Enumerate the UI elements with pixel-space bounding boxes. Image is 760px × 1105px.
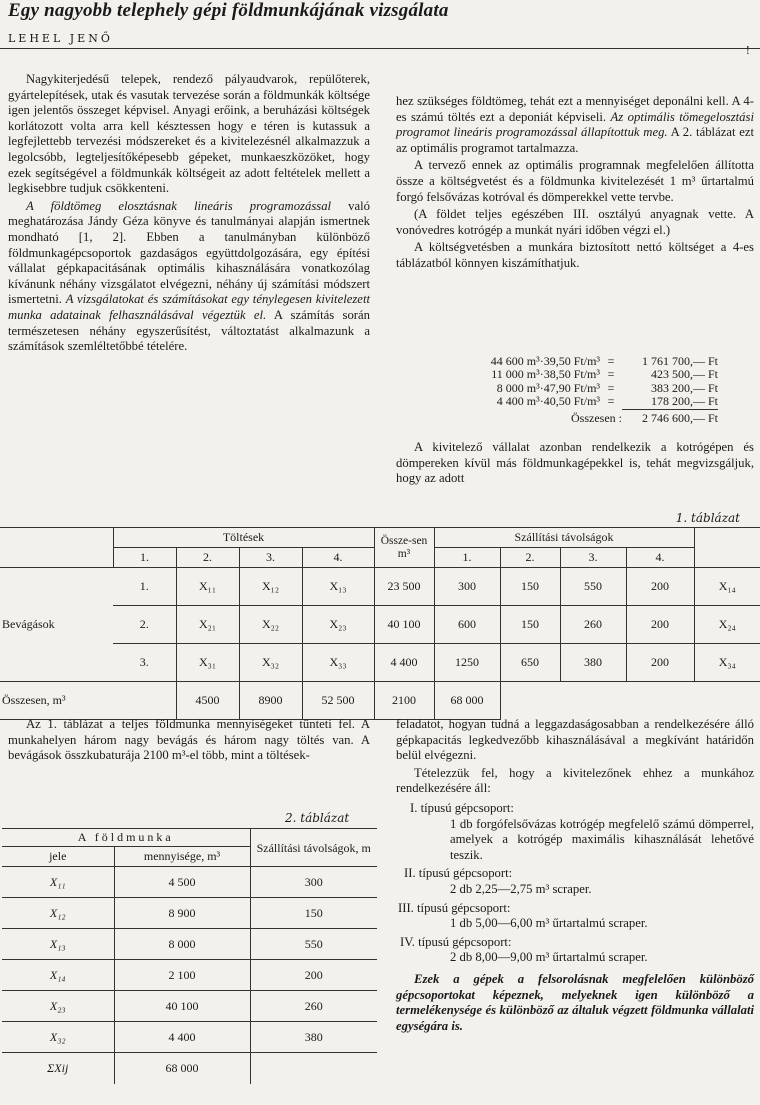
table-row <box>2 960 377 991</box>
table-1 <box>0 527 760 720</box>
table1-total: 8900 <box>239 682 302 720</box>
table2-caption: 2. táblázat <box>285 811 350 825</box>
table-row <box>0 644 760 682</box>
paragraph: A kivitelező vállalat azonban rendelkezik a kotrógépen és dömpereken kívül más földmunkagépekkel is, tehát megvizsgáljuk, hogy az adott <box>396 440 754 486</box>
calc-total-value: 2 746 600,— Ft <box>641 410 718 425</box>
table2-sum-row <box>2 1053 377 1084</box>
table1-empty <box>500 682 760 720</box>
table1-col-head: 3. <box>560 548 626 568</box>
text: A 2. táblázat ezt az optimális programot tartalmazza. <box>396 125 754 155</box>
list-item-heading: I. típusú gépcsoport: <box>410 800 514 815</box>
table1-row-num: 3. <box>113 644 176 682</box>
cost-calculation <box>432 355 732 425</box>
table2-cell: X₂₃ <box>2 991 114 1022</box>
table1-cell-x14: X₁₄ <box>694 568 760 606</box>
table1-corner <box>0 528 113 568</box>
header-rule <box>0 48 760 49</box>
table1-cell: 200 <box>626 606 694 644</box>
table1-cell: X₃₂ <box>239 644 302 682</box>
table1-cell: 650 <box>500 644 560 682</box>
calc-value: 383 200,— Ft <box>650 380 718 395</box>
calc-eq: = <box>607 394 615 409</box>
table-2 <box>2 828 377 1084</box>
table2-cell: X₁₂ <box>2 898 114 929</box>
table1-row-num: 1. <box>113 568 176 606</box>
table2-cell: 4 500 <box>114 867 250 898</box>
table1-row-num: 2. <box>113 606 176 644</box>
closing-paragraph: Ezek a gépek a felsorolásnak megfelelően különböző gépcsoportokat képeznek, melyeknek igen különböző a termelékenysége és különböző az általuk végzett földmunka vállalati egységára is. <box>396 971 754 1033</box>
calc-expr: 44 600 m³·39,50 Ft/m³ <box>490 354 600 368</box>
list-item-body: 1 db 5,00—6,00 m³ űrtartalmú scraper. <box>450 916 648 931</box>
table1-cell: 200 <box>626 644 694 682</box>
calc-eq: = <box>607 380 615 395</box>
list-item-body: 2 db 8,00—9,00 m³ űrtartalmú scraper. <box>450 950 648 965</box>
list-item-body: 2 db 2,25—2,75 m³ scraper. <box>450 881 592 896</box>
table1-cell: 4 400 <box>374 644 434 682</box>
machine-group-list <box>396 801 754 966</box>
table1-cell: X₁₃ <box>302 568 374 606</box>
table-row <box>2 991 377 1022</box>
table-row <box>0 568 760 606</box>
paragraph: (A földet teljes egészében III. osztályú anyagnak vette. A vonóvedres kotrógép a munkát nyári időben végzi el.) <box>396 207 754 237</box>
right-column <box>396 94 754 272</box>
list-item-heading: III. típusú gépcsoport: <box>398 900 511 915</box>
table1-header-szallitasi: Szállítási távolságok <box>434 528 694 548</box>
table2-cell: 40 100 <box>114 991 250 1022</box>
italic-text: A földtömeg elosztásnak lineáris programozással <box>26 198 332 213</box>
table2-cell: 380 <box>250 1022 377 1053</box>
table1-header-toltesek: Töltések <box>113 528 374 548</box>
table2-header-jele: jele <box>2 847 114 867</box>
table1-col-head: 1. <box>434 548 500 568</box>
table1-cell: 1250 <box>434 644 500 682</box>
table1-cell: 200 <box>626 568 694 606</box>
calc-row <box>432 395 732 409</box>
table2-cell: 8 000 <box>114 929 250 960</box>
table-row <box>2 929 377 960</box>
calc-value: 1 761 700,— Ft <box>641 354 718 368</box>
right-column-continued <box>396 440 754 487</box>
table1-cell: 150 <box>500 568 560 606</box>
table2-cell: 4 400 <box>114 1022 250 1053</box>
table2-cell: 2 100 <box>114 960 250 991</box>
table-row <box>2 867 377 898</box>
calc-expr: 8 000 m³·47,90 Ft/m³ <box>496 380 600 395</box>
list-item-heading: II. típusú gépcsoport: <box>404 866 513 881</box>
table2-cell: X₁₃ <box>2 929 114 960</box>
lower-left-column <box>8 717 370 764</box>
table1-cell: 40 100 <box>374 606 434 644</box>
calc-row <box>432 382 732 395</box>
text: A számítás során természetesen néhány egyszerűsítést, változtatást alkalmazunk a számítások szemléltetőbbé tételére. <box>8 307 370 354</box>
list-item-heading: IV. típusú gépcsoport: <box>400 934 512 949</box>
table1-total: 2100 <box>374 682 434 720</box>
table2-cell: X₃₂ <box>2 1022 114 1053</box>
table1-cell: 380 <box>560 644 626 682</box>
list-item-body: 1 db forgófelsővázas kotrógép megfelelő számú dömperrel, amelyek a kotrógép maximális kihasználását lehetővé teszik. <box>450 816 754 862</box>
paragraph: Nagykiterjedésű telepek, rendező pályaudvarok, repülőterek, gyártelepítések, utak és vasutak tervezése során a földmunkák költsége igen jelentős összeget képvisel. Anyagi erőink, a beruházási költségek korlátozott volta arra kell késztessen hogy e téren is kutassuk a legfejlettebb tervezési módszereket és a kivitelezésnél alkalmazzuk a legolcsóbb, legteljesítőképesebb gépeket, munkaeszközöket, hogy ezek segítségével a földmunkák költségeit az adott feltételek mellett a legkisebbre tudjuk csökkenteni. <box>8 72 370 196</box>
author: LEHEL JENŐ <box>8 32 113 45</box>
table1-grand-total: 68 000 <box>434 682 500 720</box>
left-column <box>8 72 370 355</box>
margin-mark: ! <box>745 44 750 57</box>
table2-cell: 260 <box>250 991 377 1022</box>
table-row <box>0 606 760 644</box>
calc-eq: = <box>607 354 615 368</box>
table-row <box>2 1022 377 1053</box>
calc-expr: 4 400 m³·40,50 Ft/m³ <box>496 394 600 409</box>
table2-cell: 8 900 <box>114 898 250 929</box>
calc-value: 423 500,— Ft <box>650 367 718 382</box>
table1-row-label-bevagasok: Bevágások <box>0 568 113 682</box>
table1-cell: X₁₂ <box>239 568 302 606</box>
table1-cell: 550 <box>560 568 626 606</box>
table1-cell-x34: X₃₄ <box>694 644 760 682</box>
table2-cell: X₁₄ <box>2 960 114 991</box>
paragraph: Tételezzük fel, hogy a kivitelezőnek ehhez a munkához rendelkezésére áll: <box>396 765 754 796</box>
paragraph: A költségvetésben a munkára biztosított nettó költséget a 4-es táblázatból könnyen kiszámíthatjuk. <box>396 240 754 270</box>
table2-sum-label: ΣXij <box>2 1053 114 1084</box>
table1-total: 4500 <box>176 682 239 720</box>
table1-cell: X₃₃ <box>302 644 374 682</box>
table2-sum: 68 000 <box>114 1053 250 1084</box>
table2-header-mennyisege: mennyisége, m³ <box>114 847 250 867</box>
calc-expr: 11 000 m³·38,50 Ft/m³ <box>491 367 600 382</box>
table1-caption: 1. táblázat <box>675 511 740 525</box>
table1-cell: X₂₁ <box>176 606 239 644</box>
table2-cell: X₁₁ <box>2 867 114 898</box>
table2-header-szallitasi: Szállítási távolságok, m <box>250 829 377 867</box>
article-title: Egy nagyobb telephely gépi földmunkájának vizsgálata <box>8 0 449 21</box>
table1-col-head: 2. <box>176 548 239 568</box>
table1-total-label: Összesen, m³ <box>0 682 176 720</box>
table1-cell: X₂₂ <box>239 606 302 644</box>
paragraph: feladatot, hogyan tudná a leggazdaságosabban a rendelkezésére álló gépkapacitás legkedvezőbb kihasználásával a megkívánt határidőn belül elvégezni. <box>396 717 754 763</box>
table2-cell: 150 <box>250 898 377 929</box>
table2-cell: 550 <box>250 929 377 960</box>
paragraph <box>396 94 754 156</box>
paragraph: Az 1. táblázat a teljes földmunka mennyiségeket tünteti fel. A munkahelyen három nagy bevágás és három nagy töltés van. A bevágások összkubaturája 2100 m³-el több, mint a töltések- <box>8 717 370 763</box>
paragraph: A tervező ennek az optimális programnak megfelelően állította össze a költségvetést és a földmunka kivitelezését 1 m³ űrtartalmú forgó felsővázas kotróval és dömperekkel vette tervbe. <box>396 158 754 204</box>
table1-cell: 150 <box>500 606 560 644</box>
table2-empty <box>250 1053 377 1084</box>
table2-cell: 200 <box>250 960 377 991</box>
table2-header: A földmunka <box>2 829 250 847</box>
calc-row <box>432 368 732 381</box>
table1-total: 52 500 <box>302 682 374 720</box>
table2-cell: 300 <box>250 867 377 898</box>
paragraph <box>8 199 370 355</box>
table1-cell: 23 500 <box>374 568 434 606</box>
table1-col-head: 4. <box>302 548 374 568</box>
table1-cell: X₂₃ <box>302 606 374 644</box>
text: való meghatározása Jándy Géza könyve és tanulmányai alapján ismertnek mondható [1, 2]. Ebben a tanulmányban különböző földmunkagépcsoportok gazdaságos együttdolgozására, egy építési vállalat gépkapacitásának optimális kihasználására vonatkozólag kívánunk néhány vizsgálatot elvégezni, néhány új számítási módszert ismertetni. <box>8 198 370 307</box>
calc-value: 178 200,— Ft <box>622 395 718 409</box>
table1-col-head: 1. <box>113 548 176 568</box>
table1-cell: 600 <box>434 606 500 644</box>
table1-col-head: 2. <box>500 548 560 568</box>
calc-total-row <box>432 412 732 425</box>
table1-blank <box>694 528 760 568</box>
table1-cell: X₃₁ <box>176 644 239 682</box>
table1-cell: X₁₁ <box>176 568 239 606</box>
calc-total-label: Összesen : <box>571 410 622 425</box>
italic-text: Az optimális tömegelosztási programot lineáris programozással állapítottuk meg. <box>396 109 754 140</box>
table1-col-head: 3. <box>239 548 302 568</box>
calc-eq: = <box>607 367 615 382</box>
table1-header-osszesen: Össze-sen m³ <box>374 528 434 568</box>
italic-text: A vizsgálatokat és számításokat egy ténylegesen kivitelezett munka adatainak felhasználásával végeztük el. <box>8 292 370 322</box>
table1-col-head: 4. <box>626 548 694 568</box>
table1-total-row <box>0 682 760 720</box>
table-row <box>2 898 377 929</box>
table1-cell-x24: X₂₄ <box>694 606 760 644</box>
lower-right-column <box>396 717 754 1034</box>
table1-cell: 260 <box>560 606 626 644</box>
text: hez szükséges földtömeg, tehát ezt a mennyiséget deponálni kell. A 4-es számú töltés ezt a deponiát képviseli. <box>396 94 754 124</box>
calc-row <box>432 355 732 368</box>
table1-cell: 300 <box>434 568 500 606</box>
